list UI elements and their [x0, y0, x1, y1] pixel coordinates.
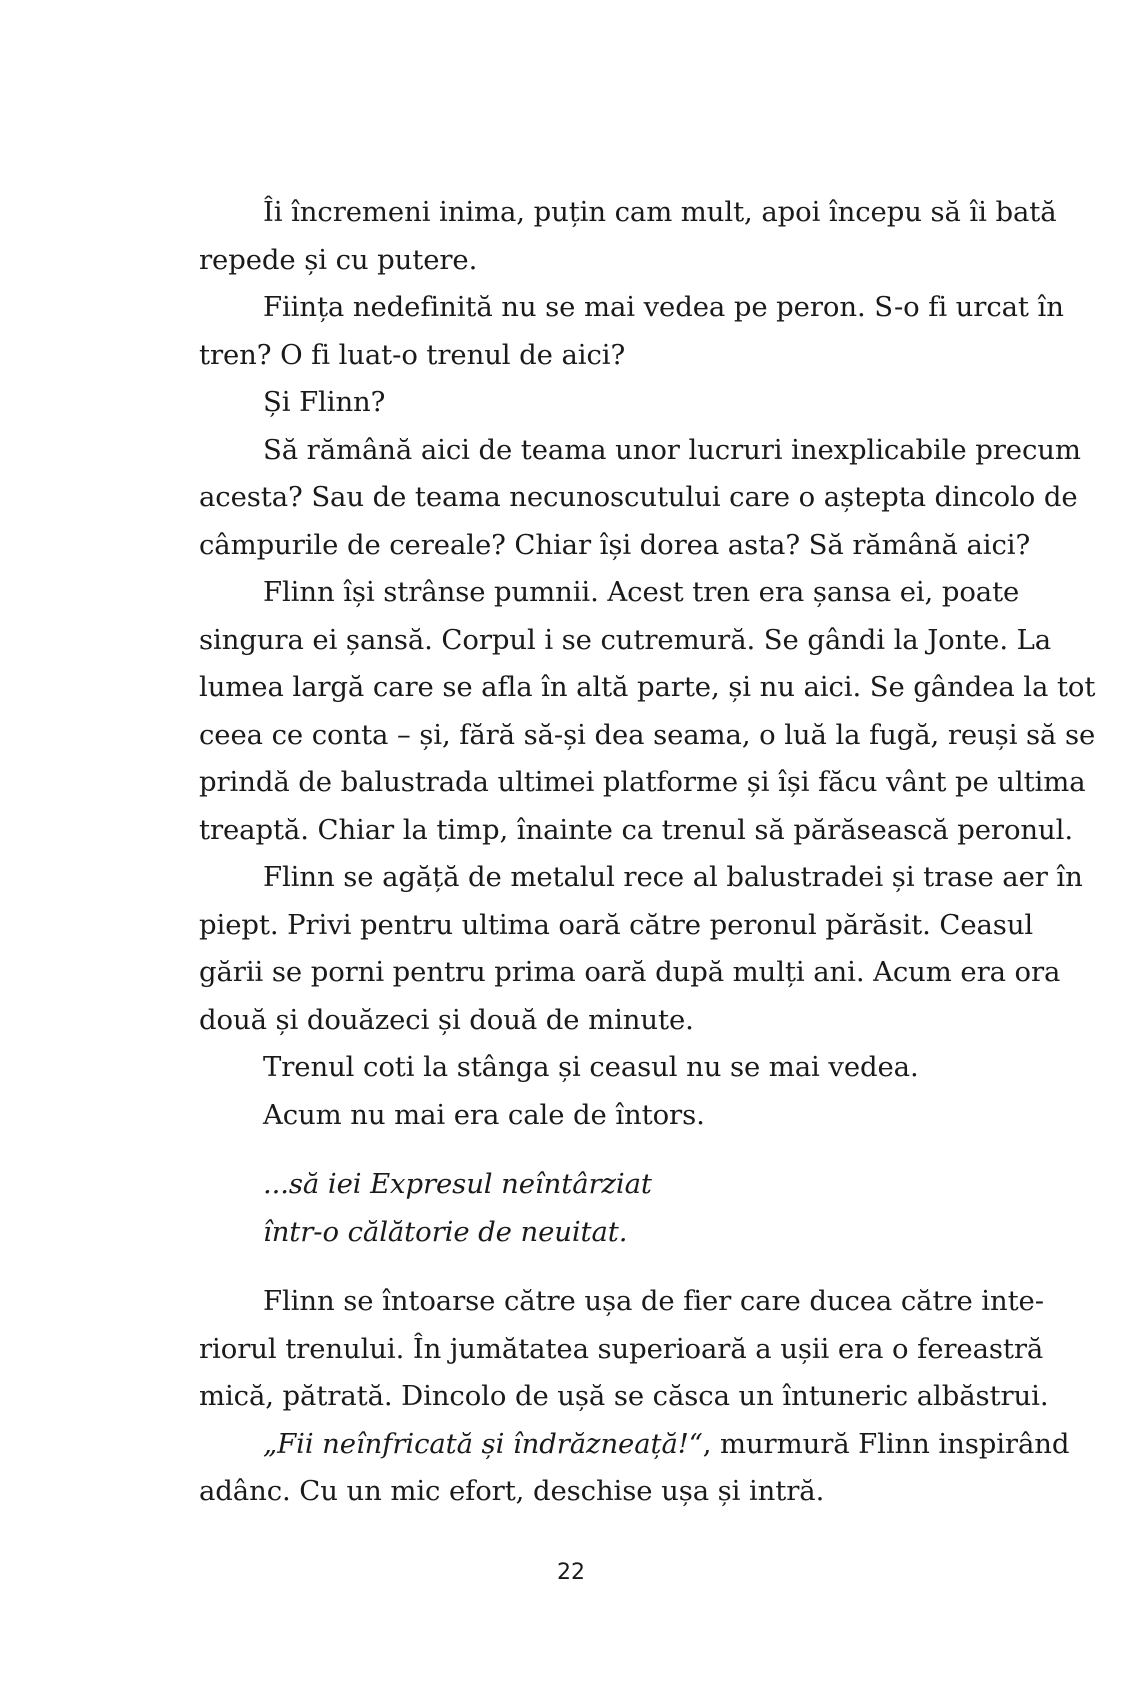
stanza-gap: [199, 1139, 999, 1161]
text-line: Și Flinn?: [263, 386, 386, 418]
text-line: mică, pătrată. Dincolo de ușă se căsca un întuneric albăstrui.: [199, 1380, 1049, 1412]
page-number: 22: [557, 1560, 585, 1585]
text-fragment: , murmură Flinn inspirând: [702, 1427, 1070, 1460]
text-line: două și douăzeci și două de minute.: [199, 1003, 694, 1036]
text-line: câmpurile de cereale? Chiar își dorea asta? Să rămână aici?: [199, 528, 1031, 561]
text-line: acesta? Sau de teama necunoscutului care o aștepta dincolo de: [199, 481, 1078, 513]
text-line: treaptă. Chiar la timp, înainte ca trenul să părăsească peronul.: [199, 813, 1073, 846]
text-line: Flinn își strânse pumnii. Acest tren era șansa ei, poate: [263, 576, 1020, 608]
text-line: adânc. Cu un mic efort, deschise ușa și intră.: [199, 1475, 825, 1507]
text-line: singura ei șansă. Corpul i se cutremură. Se gândi la Jonte. La: [199, 623, 1052, 656]
text-line: Ființa nedefinită nu se mai vedea pe peron. S-o fi urcat în: [263, 291, 1064, 323]
text-line: Să rămână aici de teama unor lucruri inexplicabile precum: [263, 433, 1081, 466]
text-line: riorul trenului. În jumătatea superioară a ușii era o fereastră: [199, 1332, 1044, 1365]
verse-line: într-o călătorie de neuitat.: [263, 1215, 628, 1248]
text-line: Acum nu mai era cale de întors.: [263, 1098, 705, 1131]
text-line: repede și cu putere.: [199, 243, 478, 276]
text-line: Flinn se agăță de metalul rece al balustradei și trase aer în: [263, 861, 1083, 893]
text-line: ceea ce conta – și, fără să-și dea seama, o luă la fugă, reuși să se: [199, 718, 1096, 751]
text-line: Îi încremeni inima, puțin cam mult, apoi începu să îi bată: [263, 196, 1057, 228]
text-line: tren? O fi luat-o trenul de aici?: [199, 338, 626, 371]
text-line: prindă de balustrada ultimei platforme și își făcu vânt pe ultima: [199, 766, 1086, 798]
text-line: Trenul coti la stânga și ceasul nu se mai vedea.: [263, 1051, 919, 1083]
text-line: [199, 1421, 1070, 1469]
text-line: piept. Privi pentru ultima oară către peronul părăsit. Ceasul: [199, 908, 1034, 941]
text-line: gării se porni pentru prima oară după mulți ani. Acum era ora: [199, 956, 1061, 988]
text-line: Flinn se întoarse către ușa de fier care ducea către inte-: [263, 1285, 1044, 1317]
text-line: lumea largă care se afla în altă parte, și nu aici. Se gândea la tot: [199, 671, 1096, 703]
quoted-exclamation: „Fii neînfricată și îndrăzneață!“: [263, 1427, 703, 1460]
body-text: [199, 189, 1096, 1516]
verse-line: ...să iei Expresul neîntârziat: [263, 1168, 652, 1200]
stanza-gap: [199, 1256, 999, 1278]
